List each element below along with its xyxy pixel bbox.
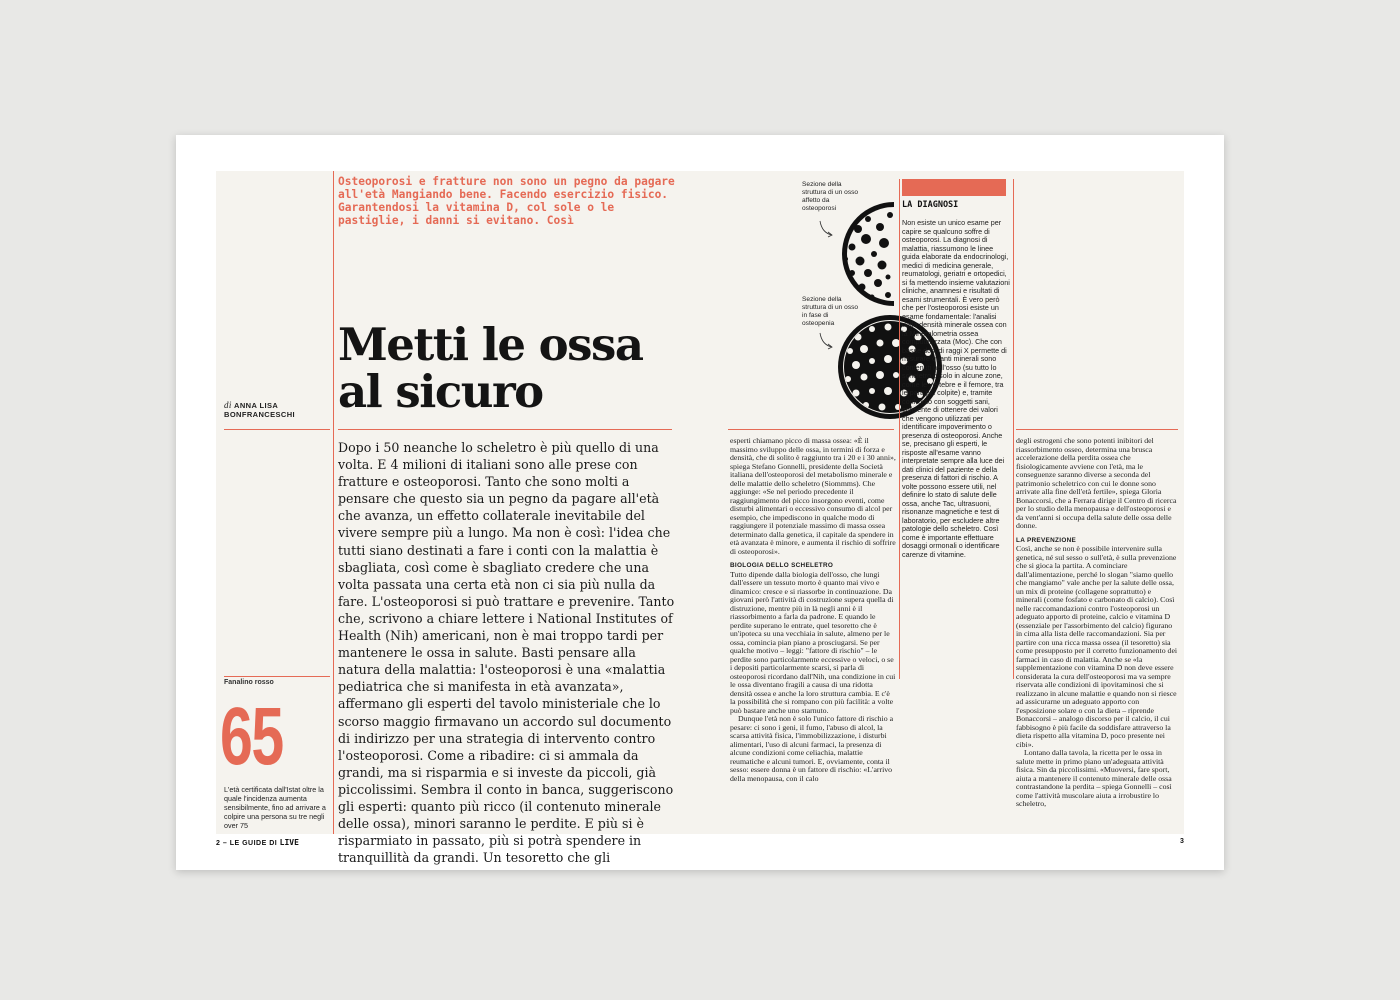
article-column-1	[730, 437, 896, 783]
live-logo: LIVE	[279, 838, 299, 847]
magazine-spread	[176, 135, 1224, 870]
col3-top-rule	[1016, 429, 1178, 430]
bone-section-osteoporosis-illustration	[838, 199, 894, 309]
headline-line-2: al sicuro	[338, 365, 543, 418]
sidebar-rule-right	[1013, 179, 1014, 679]
headline-line-1: Metti le ossa	[338, 318, 643, 371]
page-number-right: 3	[1180, 838, 1185, 845]
figure-caption-osteopenia: Sezione della struttura di un osso in fase di osteopenia	[802, 296, 859, 327]
figure-caption-osteoporosis: Sezione della struttura di un osso affetto da osteoporosi	[802, 181, 859, 212]
col3-paragraph: degli estrogeni che sono potenti inibitori del riassorbimento osseo, determina una brusca accelerazione della perdita ossea che fisiologicamente avviene con l'età, ma le conseguenze saranno diverse a seconda del patrimonio scheletrico con cui le donne sono arrivate alla fine dell'età fertile», spiega Gloria Bonaccorsi, che a Ferrara dirige il Centro di ricerca per lo studio della menopausa e dell'osteoporosi e da vent'anni si occupa della salute delle ossa delle donne.	[1016, 436, 1177, 530]
headline-rule	[338, 429, 672, 430]
col1-top-rule	[728, 429, 894, 430]
col3-subheading: LA PREVENZIONE	[1016, 536, 1077, 544]
footer-right	[1180, 838, 1184, 845]
col3-paragraph: Così, anche se non è possibile intervenire sulla genetica, né sul sesso o sull'età, è sulla prevenzione che si gioca la partita. A cominciare dall'alimentazione, perché lo slogan "siamo quello che mangiamo" vale anche per la salute delle ossa, un mix di proteine (collagene soprattutto) e minerali (come fosfato e carbonato di calcio). Così nelle raccomandazioni contro l'osteoporosi un adeguato apporto di proteine, calcio e vitamina D (essenziale per l'assorbimento del calcio) figurano in cima alla lista delle raccomandazioni. Sia per partire con una ricca massa ossea (il tesoretto) sia come presupposto per il corretto funzionamento dei farmaci in caso di malattia. Anche se «la supplementazione con vitamina D non deve essere considerata la cura dell'osteoporosi ma va sempre riservata alle condizioni di ipovitaminosi che si realizzano in alcune malattie e quando non si riesce ad assicurarne un adeguato apporto con l'esposizione solare o con la dieta – riprende Bonaccorsi – analogo discorso per il calcio, il cui fabbisogno è più facile da soddisfare attraverso la dieta rispetto alla vitamina D, poco presente nei cibi».	[1016, 544, 1178, 749]
sidebar-rule-left	[899, 179, 900, 679]
byline-prefix: di	[224, 400, 232, 410]
col1-paragraph: Tutto dipende dalla biologia dell'osso, che lungi dall'essere un tessuto morto è quanto mai vivo e dinamico: cresce e si riassorbe in continuazione. Da giovani però l'attività di costruzione supera quella di distruzione, mentre più in là negli anni è il riassorbimento a farla da padrone. E quando le perdite superano le entrate, quel tesoretto che è un'ipoteca su una vecchiaia in salute, almeno per le ossa, comincia pian piano a prosciugarsi. Se per qualche motivo – leggi: "fattore di rischio" – le perdite sono particolarmente eccessive o veloci, o se i depositi particolarmente scarsi, si parla di osteoporosi ricordano dall'Nih, una condizione in cui le ossa diventano fragili a causa di una ridotta densità ossea e anche la loro struttura cambia. E c'è la possibilità che si rompano con più facilità: a volte può bastare anche uno starnuto.	[730, 569, 896, 715]
fanalino-label: Fanalino rosso	[224, 679, 274, 686]
diagnosi-text: Non esiste un unico esame per capire se qualcuno soffre di osteoporosi. La diagnosi di malattia, riassumono le linee guida elaborate da endocrinologi, medici di medicina generale, reumatologi, geriatri e ortopedici, si fa mettendo insieme valutazioni cliniche, anamnesi e risultati di esami strumentali. È vero però che per l'osteoporosi esiste un esame fondamentale: l'analisi della densità minerale ossea con la Mineralometria ossea computerizzata (Moc). Che con basse dosi di raggi X permette di misurare quanti minerali sono contenuti nell'osso (su tutto lo scheletro o solo in alcune zone, come le vertebre e il femore, tra le parti più colpite) e, tramite confronto con soggetti sani, consente di ottenere dei valori che vengono utilizzati per identificare impoverimento o presenza di osteoporosi. Anche se, precisano gli esperti, le risposte all'esame vanno interpretate sempre alla luce dei dati clinici del paziente e della presenza di fattori di rischio. A volte possono essere utili, nel definire lo stato di salute delle ossa, anche Tac, ultrasuoni, risonanze magnetiche e test di laboratorio, per escludere altre patologie dello scheletro. Così come è importante effettuare dosaggi ormonali o identificare carenze di vitamine.	[902, 218, 1010, 559]
byline-author: ANNA LISA BONFRANCESCHI	[224, 401, 296, 419]
col3-paragraph: Lontano dalla tavola, la ricetta per le ossa in salute mette in primo piano un'adeguata attività fisica. Sin da piccolissimi. «Muoversi, fare sport, aiuta a mantenere il contenuto minerale delle ossa contrastandone la perdita – spiega Gonnelli – così come l'attività muscolare aiuta a irrobustire lo scheletro,	[1016, 748, 1172, 808]
diagnosi-title: LA DIAGNOSI	[902, 200, 959, 210]
standfirst: Osteoporosi e fratture non sono un pegno da pagare all'età Mangiando bene. Facendo esercizio fisico. Garantendosi la vitamina D, col sole o le pastiglie, i danni si evitano. Così	[338, 175, 675, 227]
col1-paragraph: esperti chiamano picco di massa ossea: «È il massimo sviluppo delle ossa, in termini di forza e densità, che di solito è raggiunto tra i 20 e i 30 anni», spiega Stefano Gonnelli, presidente della Società italiana dell'osteoporosi del metabolismo minerale e delle malattie dello scheletro (Siommms). Che aggiunge: «Se nel periodo precedente il raggiungimento del picco insorgono eventi, come disturbi alimentari o eccessivo consumo di alcol per esempio, che impediscono in qualche modo di raggiungere il potenziale massimo di massa ossea determinato dalla genetica, il capitale da spendere in età avanzata è minore, e aumenta il rischio di soffrire di osteoporosi».	[730, 436, 896, 556]
lead-paragraph: Dopo i 50 neanche lo scheletro è più quello di una volta. E 4 milioni di italiani sono alle prese con fratture e osteoporosi. Tanto che sono molti a pensare che questo sia un pegno da pagare all'età che avanza, un effetto collaterale inevitabile del vivere sempre più a lungo. Ma non è così: l'idea che tutti siano destinati a fare i conti con la malattia è sbagliata, così come è sbagliato credere che una volta passata una certa età non ci sia più nulla da fare. L'osteoporosi si può trattare e prevenire. Tanto che, scrivono a chiare lettere i National Institutes of Health (Nih) americani, non è mai troppo tardi per mantenere le ossa in salute. Basti pensare alla natura della malattia: l'osteoporosi è una «malattia pediatrica che si manifesta in età avanzata», affermano gli esperti del tavolo ministeriale che lo scorso maggio firmavano un accordo sul documento di indirizzo per una strategia di intervento contro l'osteoporosi. Come a ribadire: ci si ammala da grandi, ma si risparmia e si investe da piccoli, già piccolissimi. Sembra il conto in banca, suggeriscono gli esperti: quanto più ricco (il contenuto minerale delle ossa), minori saranno le perdite. E più si è risparmiato in passato, più si potrà spendere in tranquillità da grandi. Un tesoretto che gli	[338, 440, 675, 866]
col1-subheading: BIOLOGIA DELLO SCHELETRO	[730, 562, 834, 569]
arrow-icon	[818, 331, 838, 351]
byline-rule	[224, 429, 330, 430]
byline	[224, 401, 334, 419]
left-margin-rule	[333, 171, 334, 834]
page-number-left: 2	[216, 840, 221, 847]
fanalino-rule	[224, 676, 330, 677]
footer-series: – LE GUIDE DI	[222, 840, 278, 847]
article-headline	[338, 318, 698, 418]
footer-left	[216, 838, 299, 847]
big-number-caption: L'età certificata dall'Istat oltre la quale l'incidenza aumenta sensibilmente, fino ad arrivare a colpire una persona su tre negli over 75	[224, 785, 326, 830]
article-column-3	[1016, 437, 1178, 809]
big-number: 65	[220, 691, 283, 782]
col1-paragraph: Dunque l'età non è solo l'unico fattore di rischio a pesare: ci sono i geni, il fumo, l'abuso di alcol, la scarsa attività fisica, l'immobilizzazione, i disturbi alimentari, l'uso di alcuni farmaci, la presenza di alcune condizioni come celiachia, malattie reumatiche e alcuni tumori. E, ovviamente, conta il sesso: essere donna è un fattore di rischio: «L'arrivo della menopausa, con il calo	[730, 714, 894, 783]
diagnosi-header-bar	[902, 179, 1006, 196]
arrow-icon	[818, 219, 838, 239]
